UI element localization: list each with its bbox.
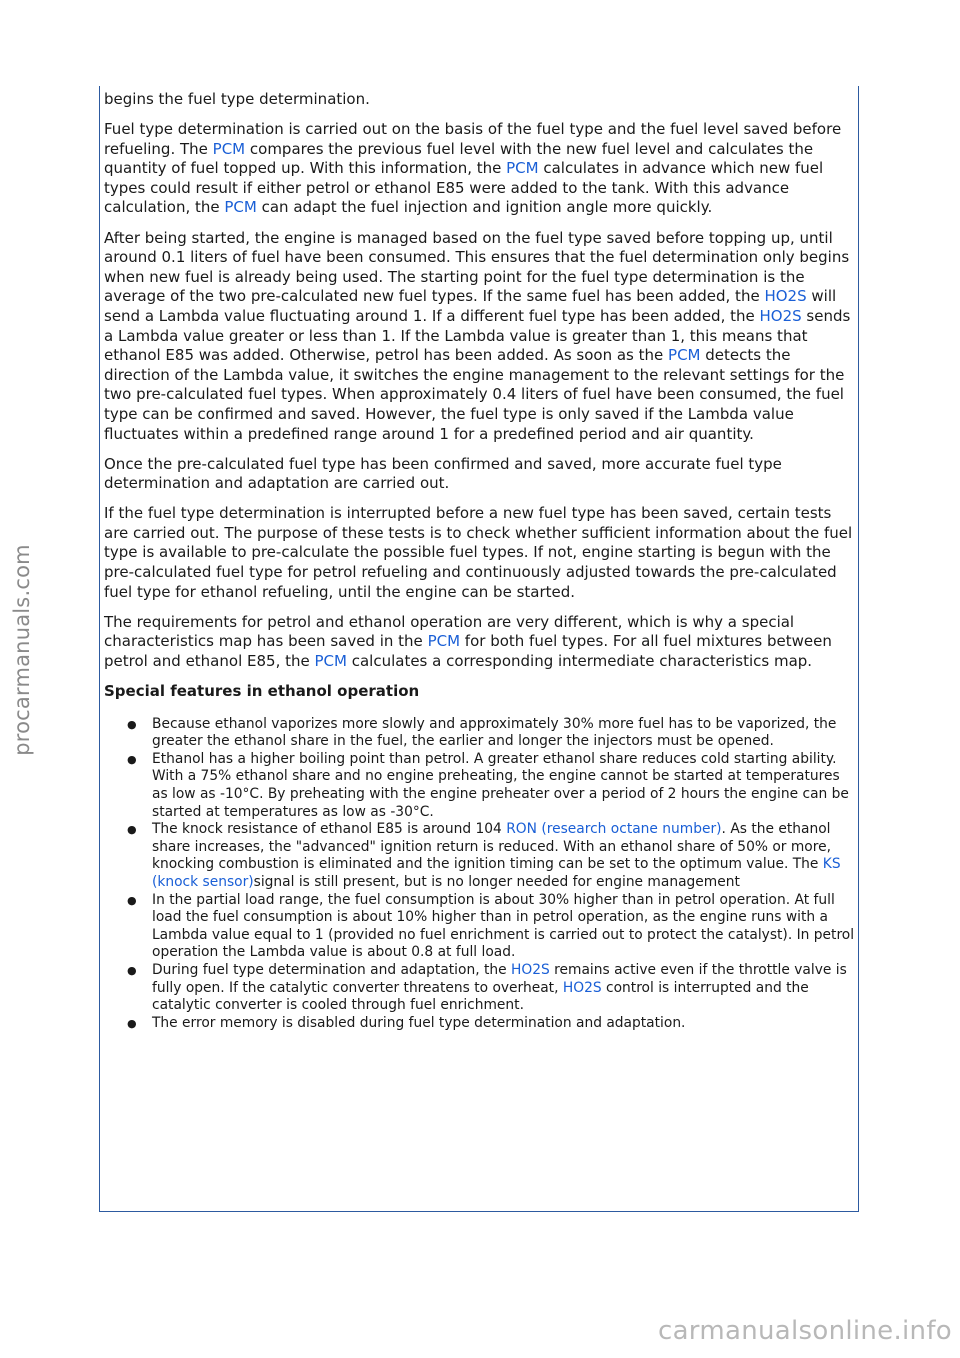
text: for both fuel types. For all fuel mixtures between petrol and ethanol E85, the	[104, 632, 832, 670]
paragraph-4: Once the pre-calculated fuel type has been confirmed and saved, more accurate fuel type determination and adaptation are carried out.	[104, 454, 782, 493]
text: will send a Lambda value fluctuating around 1. If a different fuel type has been added, the	[104, 287, 837, 325]
text: signal is still present, but is no longer needed for engine management	[253, 873, 740, 890]
pcm-link[interactable]: PCM	[668, 346, 701, 365]
list-item	[104, 751, 856, 821]
paragraph-3	[104, 229, 856, 445]
text: remains active even if the throttle valve is fully open. If the catalytic converter threatens to overheat,	[152, 961, 847, 996]
bullet-icon: ●	[127, 1016, 137, 1030]
ron-link[interactable]: RON (research octane number)	[506, 821, 722, 838]
list-item	[104, 1015, 856, 1033]
text: In the partial load range, the fuel consumption is about 30% higher than in petrol operation. At full load the fuel consumption is about 10% higher than in petrol operation, as the engine runs with a Lambda value equal to 1 (provided no fuel enrichment is carried out to protect the catalyst). In petrol operation the Lambda value is about 0.8 at full load.	[152, 891, 855, 961]
ho2s-link[interactable]: HO2S	[511, 961, 550, 978]
bullet-icon: ●	[127, 823, 137, 837]
document-body	[104, 90, 856, 1032]
text: sends a Lambda value greater or less than 1. If the Lambda value is greater than 1, this means that ethanol E85 was added. Otherwise, petrol has been added. As soon as the	[104, 306, 851, 365]
features-list	[104, 716, 856, 1033]
list-item	[104, 892, 856, 962]
list-item	[104, 821, 856, 891]
pcm-link[interactable]: PCM	[427, 632, 461, 651]
paragraph-5: If the fuel type determination is interrupted before a new fuel type has been saved, certain tests are carried out. The purpose of these tests is to check whether sufficient information about the fuel type is available to pre-calculate the possible fuel types. If not, engine starting is begun with the pre-calculated fuel type for petrol refueling and continuously adjusted towards the pre-calculated fuel type for ethanol refueling, until the engine can be started.	[104, 504, 853, 601]
pcm-link[interactable]: PCM	[212, 139, 246, 158]
bullet-icon: ●	[127, 717, 137, 731]
pcm-link[interactable]: PCM	[314, 651, 347, 670]
ho2s-link[interactable]: HO2S	[759, 306, 802, 325]
text: detects the direction of the Lambda value, it switches the engine management to the relevant settings for the two pre-calculated fuel types. When approximately 0.4 liters of fuel have been consumed, the fuel type can be confirmed and saved. However, the fuel type is only saved if the Lambda value fluctuates within a predefined range around 1 for a predefined period and air quantity.	[104, 346, 845, 443]
text: . As the ethanol share increases, the "advanced" ignition return is reduced. With an ethanol share of 50% or more, knocking combustion is eliminated and the ignition timing can be set to the optimum value. The	[152, 821, 831, 873]
ho2s-link[interactable]: HO2S	[562, 979, 602, 996]
bullet-icon: ●	[127, 963, 137, 977]
list-item	[104, 716, 856, 751]
text: control is interrupted and the catalytic converter is cooled through fuel enrichment.	[152, 979, 809, 1014]
pcm-link[interactable]: PCM	[224, 198, 257, 217]
text: calculates in advance which new fuel types could result if either petrol or ethanol E85 were added to the tank. With this advance calculation, the	[104, 159, 824, 217]
text: After being started, the engine is managed based on the fuel type saved before topping up, until around 0.1 liters of fuel have been consumed. This ensures that the fuel determination only begins when new fuel is already being used. The starting point for the fuel type determination is the average of the two pre-calculated new fuel types. If the same fuel has been added, the	[104, 228, 850, 306]
text: The error memory is disabled during fuel type determination and adaptation.	[152, 1014, 686, 1031]
paragraph-2	[104, 120, 856, 218]
pcm-link[interactable]: PCM	[506, 159, 539, 178]
text: During fuel type determination and adaptation, the	[152, 961, 511, 978]
paragraph-6	[104, 613, 856, 672]
text: compares the previous fuel level with the new fuel level and calculates the quantity of fuel topped up. With this information, the	[104, 139, 814, 178]
text: Because ethanol vaporizes more slowly and approximately 30% more fuel has to be vaporized, the greater the ethanol share in the fuel, the earlier and longer the injectors must be opened.	[152, 715, 837, 750]
ks-link[interactable]: KS (knock sensor)	[152, 856, 841, 890]
text: Ethanol has a higher boiling point than petrol. A greater ethanol share reduces cold starting ability. With a 75% ethanol share and no engine preheating, the engine cannot be started at temperatures as low as -10°C. By preheating with the engine preheater over a period of 2 hours the engine can be started at temperatures as low as -30°C.	[152, 750, 849, 820]
side-watermark: procarmanuals.com	[10, 544, 34, 756]
text: can adapt the fuel injection and ignition angle more quickly.	[256, 198, 713, 217]
text: Fuel type determination is carried out on the basis of the fuel type and the fuel level saved before refueling. The	[104, 120, 842, 158]
section-heading: Special features in ethanol operation	[104, 682, 420, 701]
footer-watermark: carmanualsonline.info	[657, 1316, 952, 1346]
ho2s-link[interactable]: HO2S	[764, 287, 807, 306]
paragraph-1: begins the fuel type determination.	[104, 90, 370, 108]
bullet-icon: ●	[127, 752, 137, 766]
text: The knock resistance of ethanol E85 is around 104	[152, 821, 507, 838]
list-item	[104, 962, 856, 1015]
text: calculates a corresponding intermediate characteristics map.	[346, 651, 813, 670]
text: The requirements for petrol and ethanol operation are very different, which is why a special characteristics map has been saved in the	[104, 612, 795, 651]
bullet-icon: ●	[127, 893, 137, 907]
